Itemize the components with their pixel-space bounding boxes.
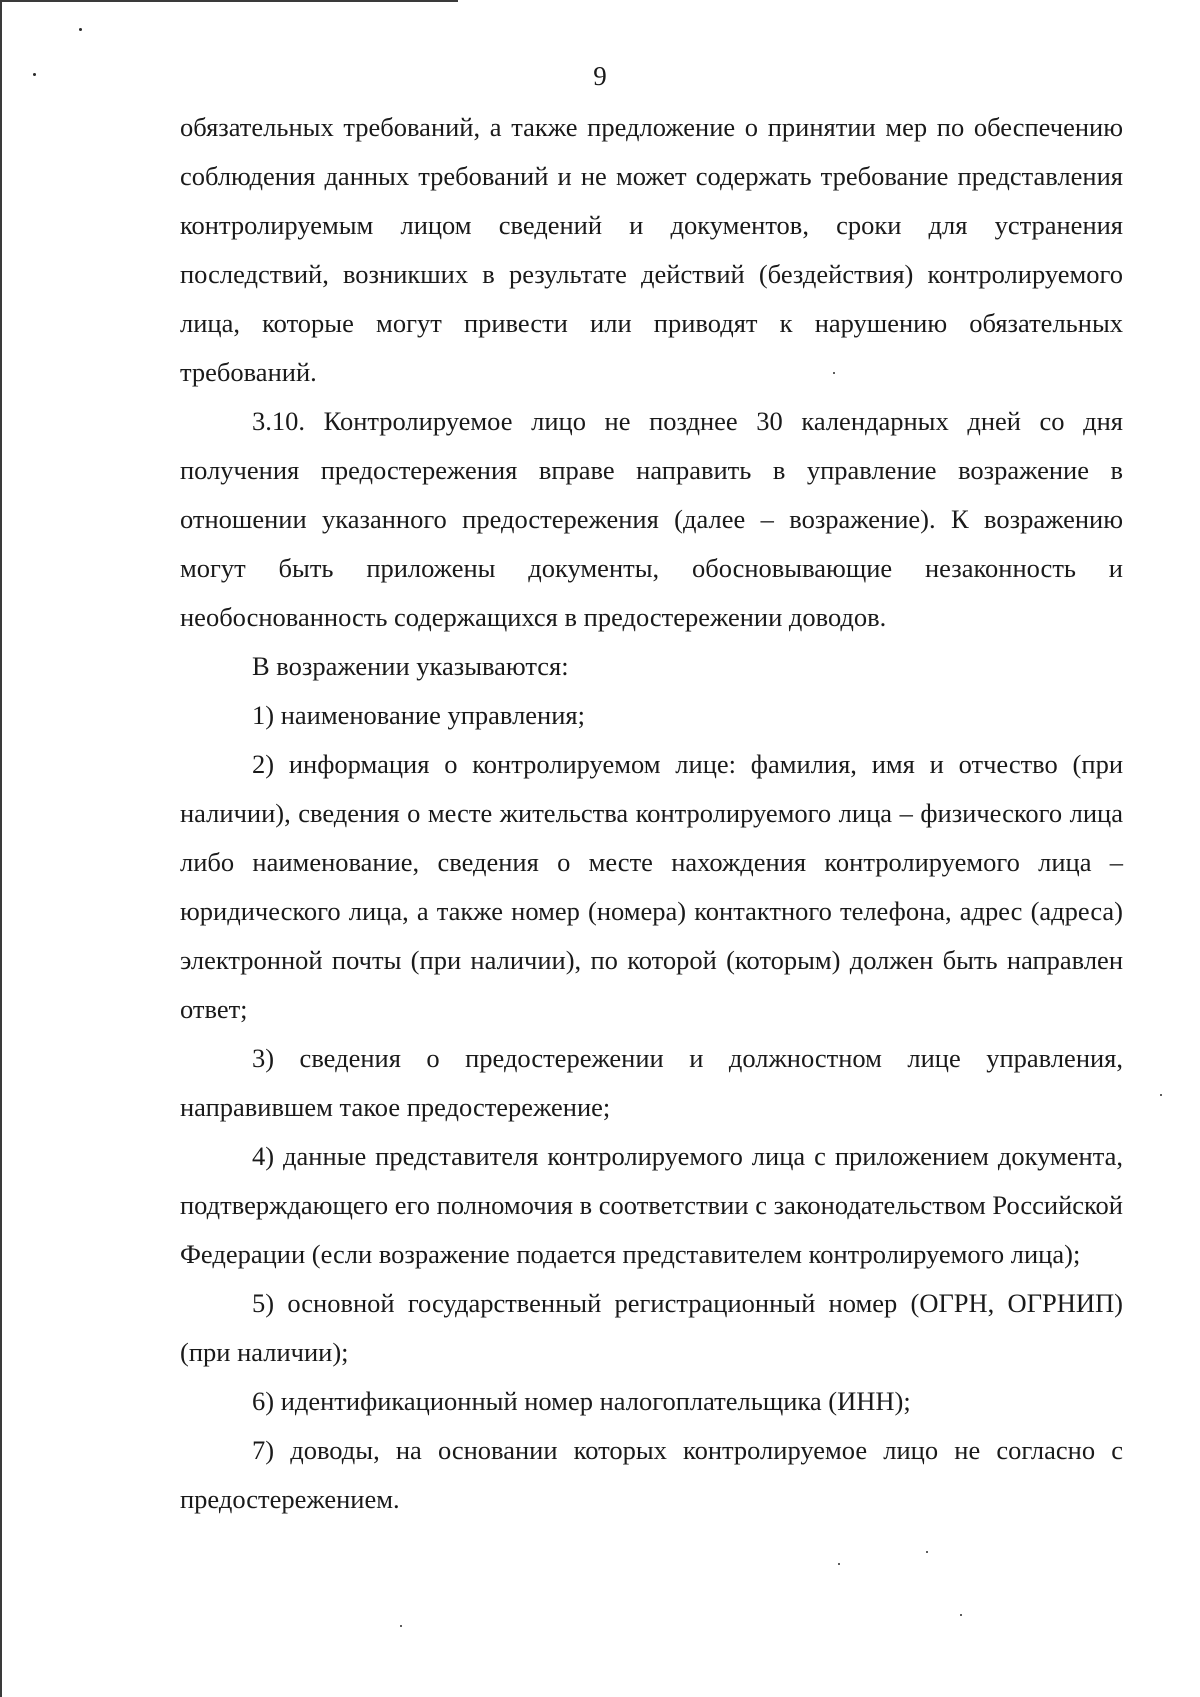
list-item-7: 7) доводы, на основании которых контролируемое лицо не согласно с предостережением. — [180, 1435, 1123, 1514]
page-number: 9 — [593, 61, 607, 91]
list-item-5: 5) основной государственный регистрационный номер (ОГРН, ОГРНИП) (при наличии); — [180, 1288, 1123, 1367]
scan-speck — [400, 1625, 402, 1627]
scan-speck — [960, 1614, 962, 1616]
scan-speck — [838, 1563, 840, 1565]
document-body — [180, 103, 1123, 1524]
paragraph-continuation: обязательных требований, а также предложение о принятии мер по обеспечению соблюдения данных требований и не может содержать требование представления контролируемым лицом сведений и документов, сроки для устранения последствий, возникших в результате действий (бездействия) контролируемого лица, которые могут привести или приводят к нарушению обязательных требований. — [180, 112, 1123, 387]
list-item-2: 2) информация о контролируемом лице: фамилия, имя и отчество (при наличии), сведения о месте жительства контролируемого лица – физического лица либо наименование, сведения о месте нахождения контролируемого лица – юридического лица, а также номер (номера) контактного телефона, адрес (адреса) электронной почты (при наличии), по которой (которым) должен быть направлен ответ; — [180, 749, 1123, 1024]
scan-speck — [1160, 1094, 1162, 1096]
paragraph-3-10: 3.10. Контролируемое лицо не позднее 30 календарных дней со дня получения предостережения вправе направить в управление возражение в отношении указанного предостережения (далее – возражение). К возражению могут быть приложены документы, обосновывающие незаконность и необоснованность содержащихся в предостережении доводов. — [180, 406, 1123, 632]
scan-edge-top — [0, 0, 458, 2]
list-item-1: 1) наименование управления; — [252, 700, 585, 730]
list-item-4: 4) данные представителя контролируемого лица с приложением документа, подтверждающего его полномочия в соответствии с законодательством Российской Федерации (если возражение подается представителем контролируемого лица); — [180, 1141, 1123, 1269]
list-item-3: 3) сведения о предостережении и должностном лице управления, направившем такое предостережение; — [180, 1043, 1123, 1122]
scan-speck — [79, 28, 82, 31]
scan-edge-left — [0, 0, 2, 1697]
list-item-6: 6) идентификационный номер налогоплательщика (ИНН); — [252, 1386, 911, 1416]
scan-speck — [926, 1551, 928, 1553]
paragraph-objection-intro: В возражении указываются: — [252, 651, 569, 681]
